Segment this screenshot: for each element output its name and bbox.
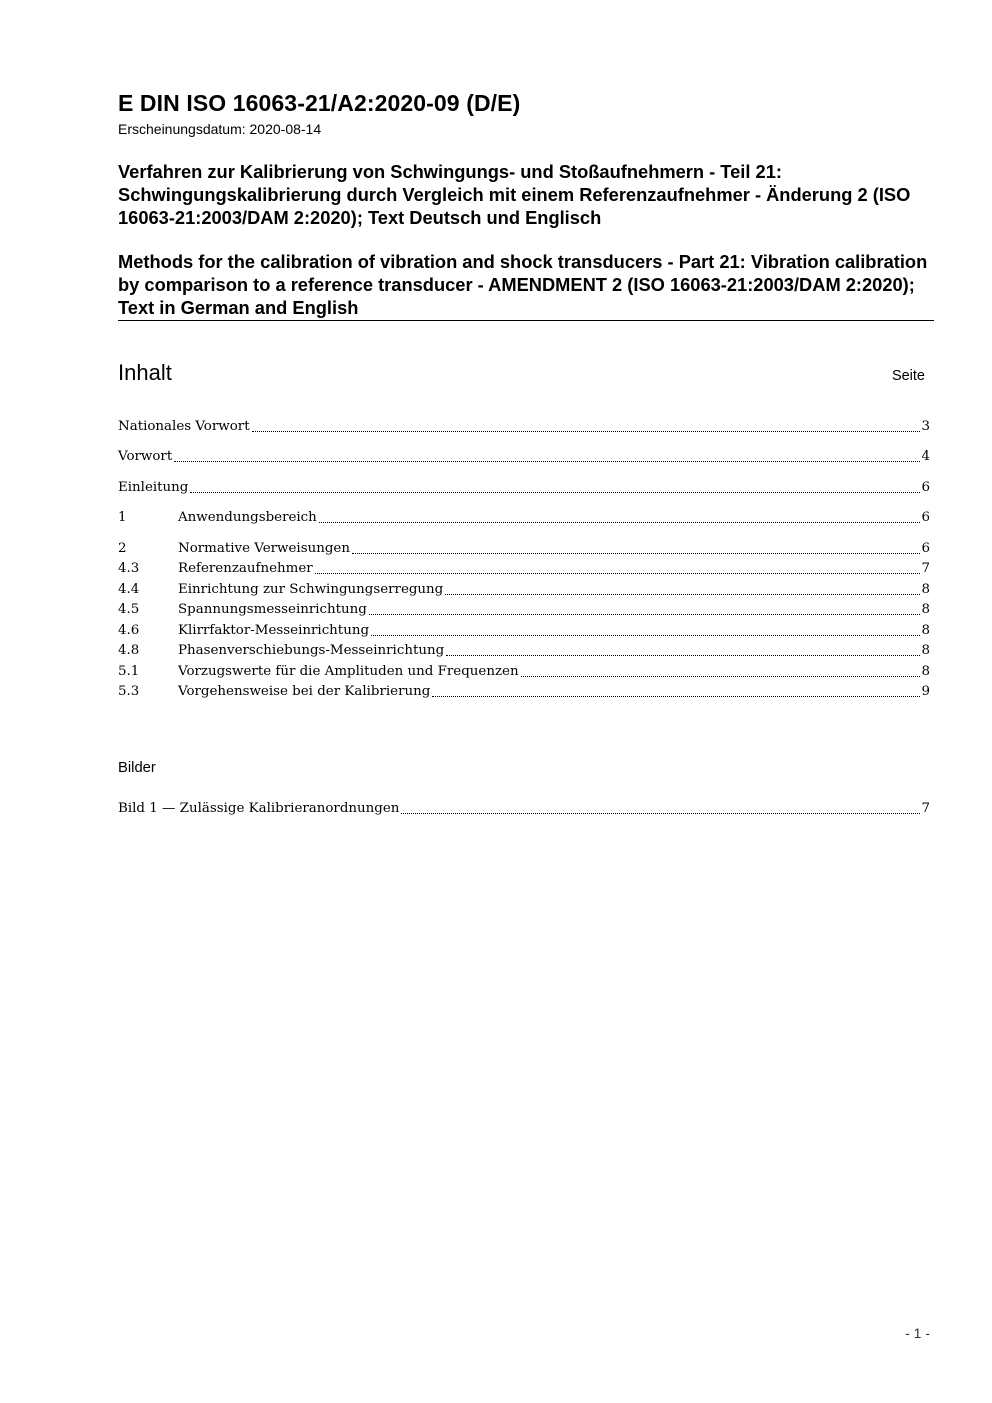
toc-leader (319, 522, 921, 523)
toc-entry-number: 4.8 (118, 643, 140, 658)
toc-entry-page: 3 (921, 419, 930, 434)
toc-entry-number: 2 (118, 541, 127, 556)
toc-entry-number: 5.3 (118, 684, 140, 699)
figure-entry-title: Bild 1 — Zulässige Kalibrieranordnungen (118, 801, 400, 816)
toc-entry[interactable] (118, 558, 930, 578)
toc-entry-title: Normative Verweisungen (178, 541, 350, 556)
toc-entry-page: 8 (921, 643, 930, 658)
toc-leader (446, 655, 920, 656)
toc-entry-page: 6 (921, 541, 930, 556)
toc-leader (252, 431, 921, 432)
toc-entry-number: 5.1 (118, 664, 140, 679)
title-german: Verfahren zur Kalibrierung von Schwingungs- und Stoßaufnehmern - Teil 21: Schwingungskalibrierung durch Vergleich mit einem Referenzaufnehmer - Änderung 2 (ISO 16063-21:2003/DAM 2:2020); Text Deutsch und Englisch (118, 161, 911, 228)
toc-entry[interactable] (118, 416, 930, 436)
toc-entry[interactable] (118, 538, 930, 558)
toc-entry-number: 4.3 (118, 561, 140, 576)
publication-date: Erscheinungsdatum: 2020-08-14 (118, 121, 322, 137)
toc-entry-title: Phasenverschiebungs-Messeinrichtung (178, 643, 445, 658)
toc-page-label: Seite (891, 368, 925, 384)
toc-entry-page: 4 (921, 449, 930, 464)
toc-entry-page: 8 (921, 623, 930, 638)
toc-leader (521, 676, 921, 677)
toc-heading: Inhalt (118, 360, 172, 385)
title-english: Methods for the calibration of vibration and shock transducers - Part 21: Vibration calibration by comparison to a reference transducer - AMENDMENT 2 (ISO 16063-21:2003/DAM 2:2020); Text in German and English (118, 251, 928, 318)
toc-entry-number: 4.6 (118, 623, 140, 638)
document-id: E DIN ISO 16063-21/A2:2020-09 (D/E) (118, 90, 521, 116)
toc-entry-title: Nationales Vorwort (118, 419, 250, 434)
toc-entry-page: 6 (921, 510, 930, 525)
toc-entry-number: 4.5 (118, 602, 140, 617)
toc-entry-page: 6 (921, 480, 930, 495)
page-number: - 1 - (905, 1325, 930, 1341)
toc-entry[interactable] (118, 477, 930, 497)
toc-entry[interactable] (118, 446, 930, 466)
toc-entry[interactable] (118, 620, 930, 640)
toc-entry-title: Spannungsmesseinrichtung (178, 602, 367, 617)
toc-leader (369, 614, 921, 615)
toc-leader (190, 492, 920, 493)
toc-leader (352, 553, 921, 554)
toc-leader (174, 461, 920, 462)
toc-leader (401, 813, 920, 814)
title-divider (118, 320, 934, 321)
toc-entry-number: 4.4 (118, 582, 140, 597)
toc-leader (432, 696, 920, 697)
toc-entry[interactable] (118, 661, 930, 681)
toc-entry[interactable] (118, 507, 930, 527)
toc-entry[interactable] (118, 579, 930, 599)
figure-entry[interactable] (118, 798, 930, 818)
toc-entry-number: 1 (118, 510, 127, 525)
toc-entry-page: 8 (921, 582, 930, 597)
figure-entry-page: 7 (921, 801, 930, 816)
toc-entry-page: 8 (921, 602, 930, 617)
toc-entry-page: 8 (921, 664, 930, 679)
toc-entry-page: 9 (921, 684, 930, 699)
toc-entry-title: Einrichtung zur Schwingungserregung (178, 582, 444, 597)
toc-leader (315, 573, 921, 574)
toc-entry-title: Vorzugswerte für die Amplituden und Frequenzen (178, 664, 519, 679)
toc-entry-title: Klirrfaktor-Messeinrichtung (178, 623, 370, 638)
toc-entry[interactable] (118, 681, 930, 701)
toc-leader (445, 594, 920, 595)
figures-heading: Bilder (118, 760, 156, 776)
toc-entry[interactable] (118, 640, 930, 660)
toc-entry-title: Anwendungsbereich (178, 510, 317, 525)
toc-entry-page: 7 (921, 561, 930, 576)
toc-entry-title: Referenzaufnehmer (178, 561, 313, 576)
toc-leader (371, 635, 920, 636)
toc-entry-title: Einleitung (118, 480, 189, 495)
toc-entry[interactable] (118, 599, 930, 619)
toc-entry-title: Vorgehensweise bei der Kalibrierung (178, 684, 431, 699)
toc-entry-title: Vorwort (118, 449, 173, 464)
